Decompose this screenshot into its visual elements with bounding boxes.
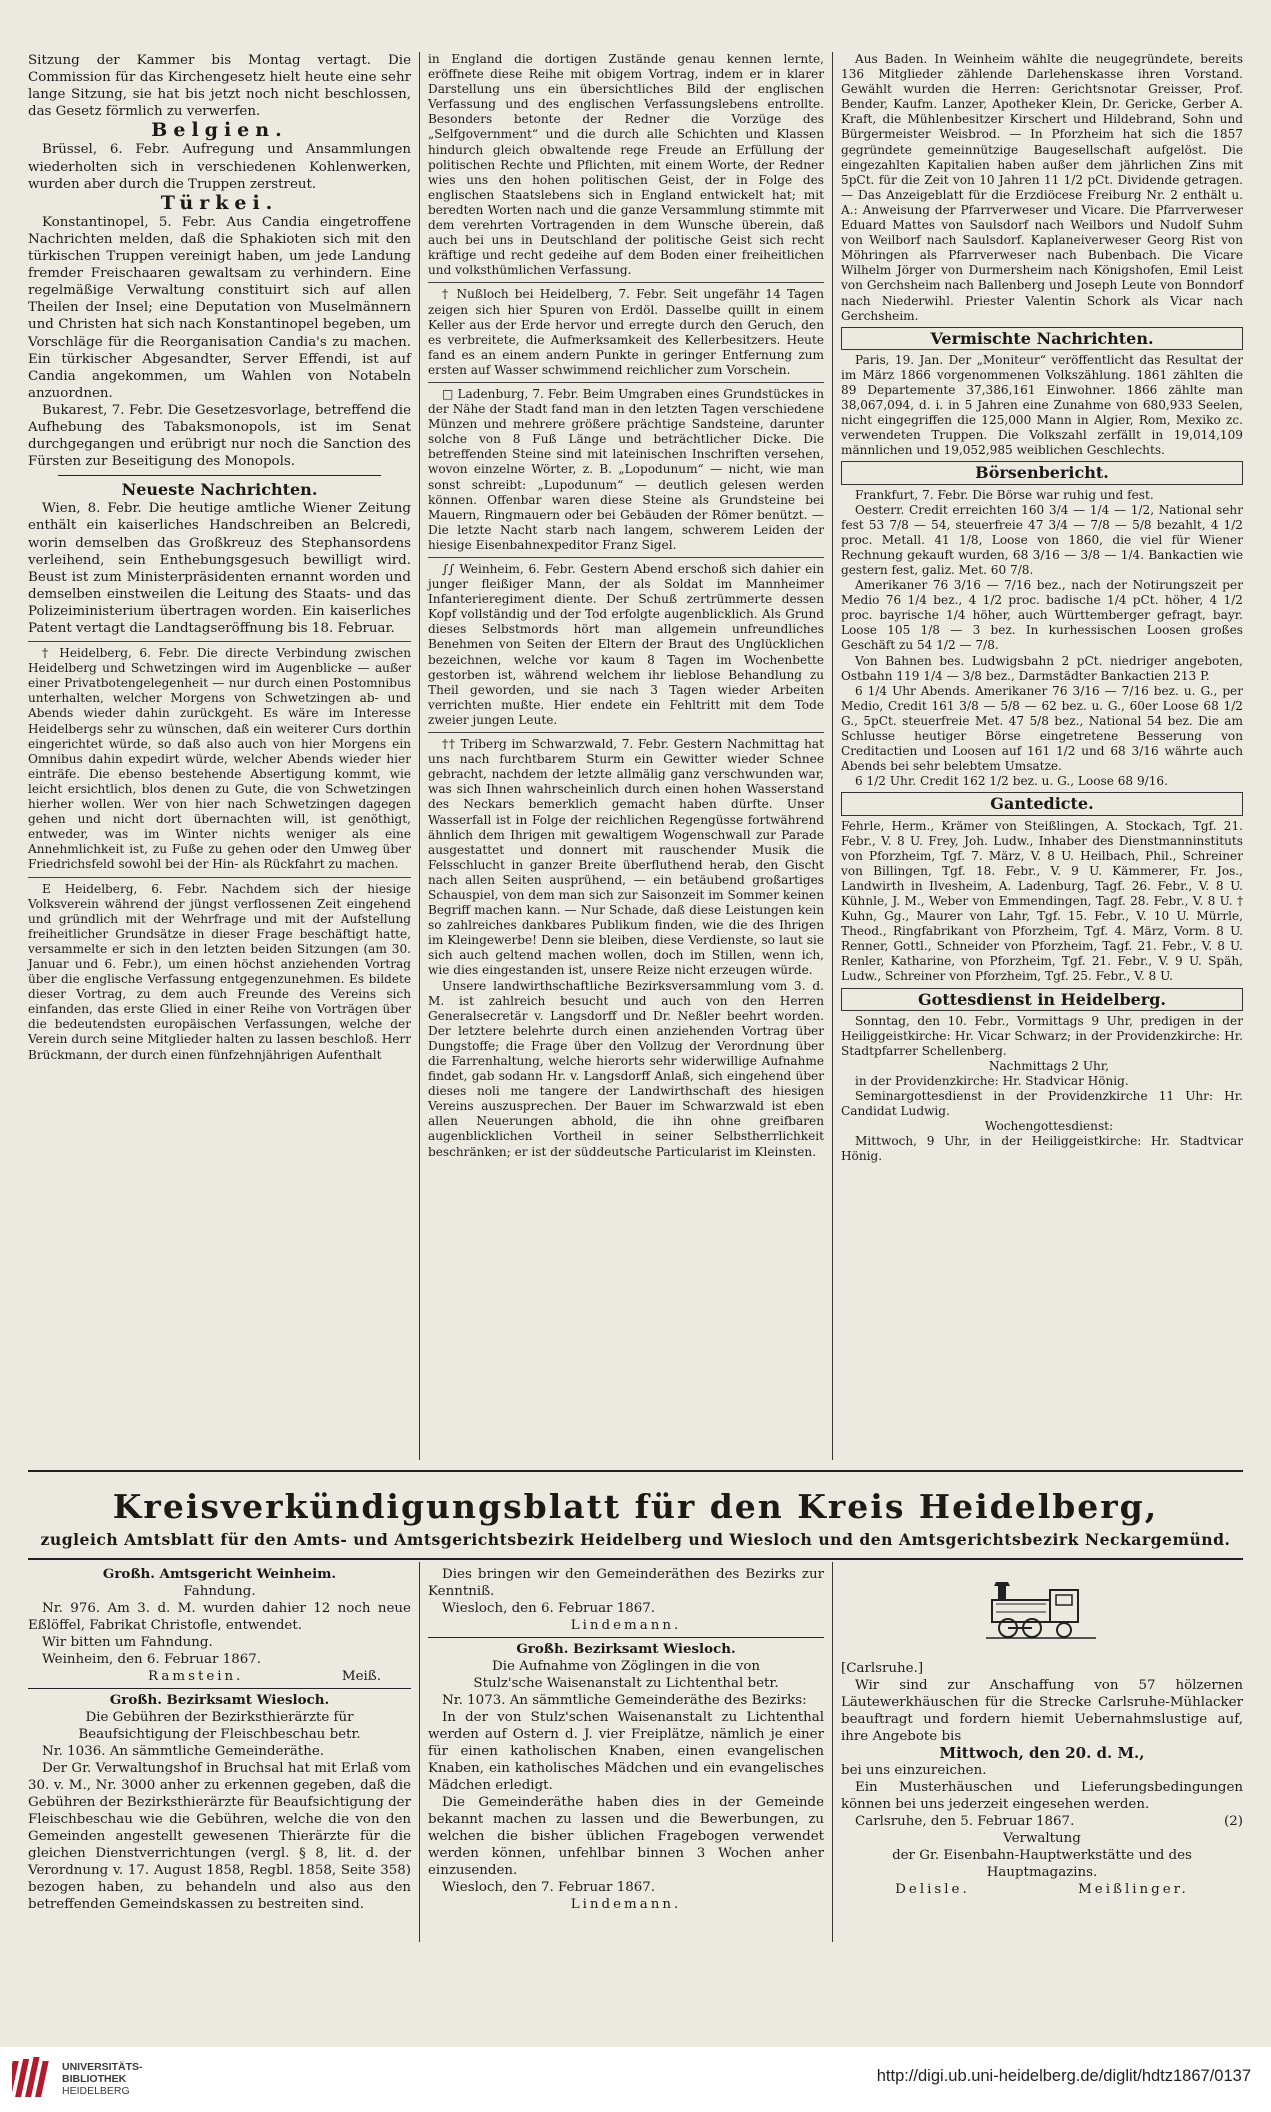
- signature: Delisle.: [895, 1882, 970, 1897]
- notice-heading: Großh. Bezirksamt Wiesloch.: [109, 1692, 330, 1708]
- signature: Meißlinger.: [1078, 1882, 1189, 1897]
- notice-text: Nr. 1036. An sämmtliche Gemeinderäthe.: [42, 1744, 325, 1759]
- section-heading: Börsenbericht.: [975, 463, 1109, 483]
- article-konstantinopel: Konstantinopel, 5. Febr. Aus Candia eingetroffene Nachrichten melden, daß die Sphakioten sich mit den türkischen Truppen vereinigt haben, um jede Landung fremder Freischaaren gewaltsam zu verhindern. Eine regelmäßige Verwaltung constituirt sich auf allen Theilen der Insel; eine Deputation von Muselmännern und Christen hat sich nach Konstantinopel begeben, um Vorschläge für die Reorganisation Candia's zu machen. Ein türkischer Abgesandter, Server Effendi, ist auf Candia angekommen, um Wahlen von Notabeln anzuordnen.: [28, 214, 411, 401]
- footer-bar: [0, 2047, 1271, 2112]
- gottesdienst-text: Sonntag, den 10. Febr., Vormittags 9 Uhr, predigen in der Heiliggeistkirche: Hr. Vicar Schwarz; in der Providenzkirche: Hr. Stadtpfarrer Schellenberg.: [841, 1013, 1243, 1058]
- article-bukarest: Bukarest, 7. Febr. Die Gesetzesvorlage, betreffend die Aufhebung des Tabaksmonopols, ist im Senat durchgegangen und erübrigt nur noch die Sanction des Fürsten zur Beseitigung des Monopols.: [28, 402, 411, 470]
- signature: Meiß.: [341, 1669, 381, 1684]
- article-bruessel: Brüssel, 6. Febr. Aufregung und Ansammlungen wiederholten sich in verschiedenen Kohlenwerken, wurden aber durch die Truppen zerstreut.: [28, 142, 411, 192]
- university-library-logo[interactable]: [12, 2055, 182, 2105]
- logo-line: HEIDELBERG: [62, 2085, 130, 2097]
- logo-text: [62, 2061, 143, 2097]
- notice-number: (2): [1224, 1814, 1243, 1829]
- divider: [428, 282, 824, 283]
- notice-text: Wir bitten um Fahndung.: [42, 1635, 213, 1650]
- signature: Ramstein.: [148, 1669, 244, 1684]
- notice-text: Ein Musterhäuschen und Lieferungsbedingungen können bei uns jederzeit eingesehen werden.: [841, 1780, 1243, 1812]
- notice-text: Carlsruhe, den 5. Februar 1867.: [855, 1814, 1075, 1829]
- notice-text: Nr. 1073. An sämmtliche Gemeinderäthe des Bezirks:: [442, 1693, 807, 1708]
- section-heading: Türkei.: [160, 191, 279, 214]
- article-heidelberg: E Heidelberg, 6. Febr. Nachdem sich der hiesige Volksverein während der jüngst verflossenen Zeit eingehend und gründlich mit der Wehrfrage und mit der Aufstellung freiheitlicher Grundsätze in dieser Frage beschäftigt hatte, versammelte er sich in den letzten beiden Sitzungen (am 30. Januar und 6. Febr.), um einen höchst anziehenden Vortrag über die englische Verfassung entgegenzunehmen. Es bildete dieser Vortrag, zu dem auch Freunde des Vereins sich einfanden, das erste Glied in einer Reihe von Vorträgen über die bedeutendsten europäischen Verfassungen, welche der Verein durch seine Mitglieder halten zu lassen beschloß. Herr Brückmann, der durch einen fünfzehnjährigen Aufenthalt: [28, 881, 411, 1062]
- locomotive-icon: [986, 1582, 1096, 1642]
- section-heading: Neueste Nachrichten.: [121, 480, 318, 500]
- notice-text: Weinheim, den 6. Februar 1867.: [42, 1652, 262, 1667]
- notice-subheading: Die Aufnahme von Zöglingen in die von Stulz'sche Waisenanstalt zu Lichtenthal betr.: [473, 1659, 779, 1691]
- article-frankfurt: Frankfurt, 7. Febr. Die Börse war ruhig und fest.: [855, 487, 1154, 502]
- divider: [28, 877, 411, 878]
- notice-text: Die Gemeinderäthe haben dies in der Gemeinde bekannt machen zu lassen und die Bewerbungen, zu welchen die bisher üblichen Fragebogen verwendet werden können, unfehlbar binnen 3 Wochen anher einzusenden.: [428, 1795, 824, 1878]
- notice-place: [Carlsruhe.]: [841, 1661, 924, 1676]
- divider: [428, 557, 824, 558]
- divider: [28, 641, 411, 642]
- notice-dateline: [841, 1813, 1243, 1830]
- notice-date: Mittwoch, den 20. d. M.,: [939, 1744, 1145, 1762]
- column-rule: [419, 52, 420, 1460]
- notice-text: Der Gr. Verwaltungshof in Bruchsal hat mit Erlaß vom 30. v. M., Nr. 3000 anher zu erkennen gegeben, daß die Gebühren der Bezirksthierärzte für Beaufsichtigung der Fleischbeschau wie die Gebühren, welche die von den Gemeinden angestellt gewesenen Thierärzte für die gleichen Dienstverrichtungen (vergl. § 8, lit. d. der Verordnung v. 17. August 1858, Regbl. 1858, Seite 358) bezogen haben, zu behandeln und also aus den betreffenden Gemeindskassen zu bestreiten sind.: [28, 1761, 411, 1912]
- divider: [58, 475, 381, 476]
- boerse-text: 6 1/4 Uhr Abends. Amerikaner 76 3/16 — 7/16 bez. u. G., per Medio, Credit 161 3/8 — 5/8 — 62 bez. u. G., 60er Loose 68 1/2 G., 5pCt. steuerfreie Met. 47 5/8 bez., National 54 bez. Die am Schlusse heutiger Börse eingetretene Besserung von Creditactien und Loosen auf 161 1/2 und 68 3/16 währte auch Abends bei sehr belebtem Umsatze.: [841, 683, 1243, 774]
- article-nussloch: † Nußloch bei Heidelberg, 7. Febr. Seit ungefähr 14 Tagen zeigen sich hier Spuren von Erdöl. Dasselbe quillt in einem Keller aus der Erde hervor und erregte durch den Geruch, den es verbreitete, die Aufmerksamkeit des Kellerbesitzers. Heute fand es an einem andern Punkte in geringer Entfernung zum ersten auf Wasser schwimmend reichlicher zum Vorschein.: [428, 287, 824, 377]
- kreisblatt-subtitle: zugleich Amtsblatt für den Amts- und Amtsgerichtsbezirk Heidelberg und Wiesloch und den Amtsgerichtsbezirk Neckargemünd.: [40, 1530, 1231, 1549]
- section-heading: Gantedicte.: [990, 794, 1094, 814]
- column-3: [841, 52, 1243, 1165]
- notice-column-1: [28, 1566, 411, 1913]
- notice-text: Verwaltung: [1003, 1831, 1081, 1846]
- logo-line: BIBLIOTHEK: [62, 2073, 127, 2085]
- notice-text: Wir sind zur Anschaffung von 57 hölzernen Läutewerkhäuschen für die Strecke Carlsruhe-Mühlacker beauftragt und fordern hiemit Uebernahmslustige auf, ihre Angebote bis: [841, 1678, 1243, 1744]
- column-rule: [832, 52, 833, 1460]
- article-weinheim: ∫∫ Weinheim, 6. Febr. Gestern Abend erschoß sich dahier ein junger fleißiger Mann, der als Soldat im Mannheimer Infanterieregiment diente. Der Schuß zertrümmerte dessen Kopf vollständig und der Tod erfolgte augenblicklich. Als Grund dieses Selbstmords hört man allgemein unfreundliches Benehmen von Seiten der Eltern der Braut des Unglücklichen bezeichnen, welche vor kaum 8 Tagen im Wochenbette gestorben ist, während welchem ihr lieblose Behandlung zu Theil geworden, und sie nach 3 Tagen wieder Arbeiten verrichten mußte. Hier endete ein Fehltritt mit dem Tode zweier jungen Leute.: [428, 562, 824, 727]
- article-baden: Aus Baden. In Weinheim wählte die neugegründete, bereits 136 Mitglieder zählende Darlehenskasse ihren Vorstand. Gewählt wurden die Herren: Gerichtsnotar Greisser, Prof. Bender, Kaufm. Lanzer, Apotheker Klein, Dr. Gericke, Gerber A. Kraft, die Mühlenbesitzer Kirschert und Hildebrand, Sohn und Bürgermeister Weisbrod. — In Pforzheim hat sich die 1857 gegründete gemeinnützige Baugesellschaft aufgelöst. Die eingezahlten Kapitalien haben außer dem jährlichen Zins mit 5pCt. für die Zeit von 10 Jahren 11 1/2 pCt. Dividende getragen. — Das Anzeigeblatt für die Erzdiöcese Freiburg Nr. 2 enthält u. A.: Anweisung der Pfarrverweser und Vicare. Die Pfarrverweser Eduard Mattes von Saulsdorf nach Weilbors und Nudolf Suhm von Weilborf nach Saulsdorf. Kaplaneiverweser Georg Rist von Möhringen als Pfarrverweser nach Bubenbach. Die Vicare Wilhelm Jörger von Durmersheim nach Königshofen, Emil Leist von Gerchsheim nach Ballenberg und Joseph Leute von Bonndorf nach Niederwihl. Priester Valentin Schork als Vicar nach Gerchsheim.: [841, 52, 1243, 323]
- notice-text: Wiesloch, den 6. Februar 1867.: [442, 1601, 656, 1616]
- divider: [428, 1637, 824, 1638]
- gottesdienst-text: Mittwoch, 9 Uhr, in der Heiliggeistkirche: Hr. Stadtvicar Hönig.: [841, 1134, 1243, 1164]
- divider: [28, 1688, 411, 1689]
- column-2: [428, 52, 824, 1160]
- gantedicte-text: Fehrle, Herm., Krämer von Steißlingen, A. Stockach, Tgf. 21. Febr., V. 8 U. Frey, Joh. Ludw., Inhaber des Dienstmanninstituts von Pforzheim, Tgf. 7. März, V. 8 U. Heilbach, Phil., Schreiner von Billingen, Tgf. 18. Febr., V. 9 U. Kämmerer, Fr. Jos., Landwirth in Ilvesheim, A. Ladenburg, Tagf. 26. Febr., V. 8 U. Kühnle, J. M., Weber von Emmendingen, Tagf. 28. Febr., V. 8 U. † Kuhn, Gg., Maurer von Lahr, Tgf. 15. Febr., V. 10 U. Mürrle, Theod., Ringfabrikant von Pforzheim, Tgf. 4. März, Vorm. 8 U. Renner, Gottl., Schneider von Pforzheim, Tagf. 21. Febr., V. 8 U. Renler, Katharine, von Pforzheim, Tgf. 21. Febr., V. 9 U. Späh, Ludw., Schreiner von Pforzheim, Tgf. 25. Febr., V. 8 U.: [841, 818, 1243, 984]
- article-heidelberg: † Heidelberg, 6. Febr. Die directe Verbindung zwischen Heidelberg und Schwetzingen wird im Augenblicke — außer einer Privatbotengelegenheit — nur durch einen Postomnibus unterhalten, welcher Morgens von Schwetzingen ab- und Abends wieder dahin zurückgeht. Es wäre im Interesse Heidelbergs sehr zu wünschen, daß ein weiterer Curs dorthin eingerichtet würde, so daß also auch von hier Morgens ein Omnibus dahin expedirt würde, welcher Abends wieder hier einträfe. Die ebenso bestehende Absertigung kommt, wie leicht ersichtlich, blos denen zu Gute, die von Schwetzingen hierher wollen. Wer von hier nach Schwetzingen dagegen gehen und nicht dort übernachten will, ist genöthigt, entweder, was im Winter nichts weniger als eine Annehmlichkeit ist, zu Fuße zu gehen oder den Umweg über Friedrichsfeld sowohl bei der Hin- als Rückfahrt zu machen.: [28, 646, 411, 872]
- article-text: in England die dortigen Zustände genau kennen lernte, eröffnete diese Reihe mit obigem Vortrag, indem er in klarer Darstellung uns ein übersichtliches Bild der englischen Verfassung und des englischen Verfassungslebens entrollte. Besonders betonte der Redner die Vorzüge des „Selfgovernment“ und die durch alle Schichten und Klassen hindurch gleich obwaltende rege Freude an Erfüllung der politischen Rechte und Pflichten, mit einem Worte, der Redner wies uns den hohen politischen Geist, der in Folge des englischen Staatslebens sich in England entwickelt hat; mit beredten Worten nach und die ganze Versammlung stimmte mit dem verehrten Vortragenden in dem Wunsche überein, daß auch bei uns in Deutschland der politische Geist sich recht kräftige und recht gedeihe auf dem Boden einer freiheitlichen und volksthümlichen Verfassung.: [428, 52, 824, 278]
- notice-text: Dies bringen wir den Gemeinderäthen des Bezirks zur Kenntniß.: [428, 1567, 824, 1599]
- article-triberg: Unsere landwirthschaftliche Bezirksversammlung vom 3. d. M. ist zahlreich besucht und auch von den Herren Generalsecretär v. Langsdorff und Dr. Neßler beehrt worden. Der letztere belehrte durch einen anziehenden Vortrag über Dungstoffe; die Frage über den Vollzug der Verordnung über die Farrenhaltung, welche hierorts sehr widerwillige Aufnahme findet, gab sodann Hr. v. Langsdorff Anlaß, sich eingehend über dieses noli me tangere der Landwirthschaft des hiesigen Vereins auszusprechen. Der Bauer im Schwarzwald ist eben allen Neuerungen abhold, die ihn ohne greifbaren augenblicklichen Vortheil in seiner Selbstherrlichkeit beschränken; er ist der süddeutsche Particularist im Kleinsten.: [428, 978, 824, 1159]
- section-heading: Gottesdienst in Heidelberg.: [917, 989, 1166, 1009]
- gottesdienst-text: in der Providenzkirche: Hr. Stadvicar Hönig.: [855, 1074, 1129, 1088]
- signature-line: [841, 1881, 1243, 1898]
- boerse-text: Von Bahnen bes. Ludwigsbahn 2 pCt. niedriger angeboten, Ostbahn 119 1/4 — 3/8 bez., Darmstädter Bankactien 213 P.: [841, 653, 1243, 683]
- boerse-text: Amerikaner 76 3/16 — 7/16 bez., nach der Notirungszeit per Medio 76 1/4 bez., 4 1/2 proc. badische 1/4 pCt. höher, 4 1/2 proc. bayrische 1/4 höher, auch Württemberger gefragt, bayr. Loose 105 1/8 — 3 bez. In kurhessischen Loosen großes Geschäft zu 54 1/2 — 7/8.: [841, 578, 1243, 653]
- heading-box: [841, 988, 1243, 1011]
- signature: Lindemann.: [570, 1618, 682, 1633]
- signature: Lindemann.: [570, 1897, 682, 1912]
- gottesdienst-text: Seminargottesdienst in der Providenzkirche 11 Uhr: Hr. Candidat Ludwig.: [841, 1089, 1243, 1119]
- notice-column-3: [841, 1660, 1243, 1898]
- notice-subheading: Fahndung.: [183, 1584, 256, 1599]
- article-wien: Wien, 8. Febr. Die heutige amtliche Wiener Zeitung enthält ein kaiserliches Handschreiben an Belcredi, worin demselben das Großkreuz des Stephansordens verleihend, sein Enthebungsgesuch bewilligt wird. Beust ist zum Ministerpräsidenten ernannt worden und demselben einstweilen die Leitung des Staats- und das Polizeiministerium übertragen worden. Ein kaiserliches Patent vertagt die Landtagseröffnung bis 18. Februar.: [28, 501, 411, 636]
- kreisblatt-title: Kreisverkündigungsblatt für den Kreis Heidelberg,: [112, 1487, 1159, 1526]
- article-triberg: †† Triberg im Schwarzwald, 7. Febr. Gestern Nachmittag hat uns nach furchtbarem Sturm ein Gewitter wieder Schnee gebracht, nachdem der letzte allmälig ganz verschwunden war, was sich Ihnen wahrscheinlich durch einen hohen Wasserstand des Neckars bemerklich gemacht haben dürfte. Unser Wasserfall ist in Folge der reichlichen Regengüsse fortwährend ähnlich dem Ihrigen mit gewaltigem Wogenschwall zur Parade ausgestattet und donnert mit rauschender Musik die Felsschlucht in ganzer Breite überfluthend herab, den Gischt nach allen Seiten ausprühend, — ein betäubend großartiges Schauspiel, von dem man sich zur Saisonzeit im Sommer keinen Begriff machen kann. — Nur Schade, daß diese Leistungen kein so zahlreiches dankbares Publikum finden, wie die des Ihrigen im Kleingewerbe! Denn sie bleiben, diese Verdienste, so laut sie sich auch geltend machen wollen, doch im Stillen, wenn ich, wie dies eingestanden ist, unsere Reize nicht erzeugen würde.: [428, 737, 824, 978]
- notice-text: bei uns einzureichen.: [841, 1763, 987, 1778]
- gottesdienst-text: Nachmittags 2 Uhr,: [988, 1058, 1110, 1073]
- signature-line: [28, 1668, 411, 1685]
- divider: [428, 382, 824, 383]
- notice-text: der Gr. Eisenbahn-Hauptwerkstätte und des Hauptmagazins.: [892, 1848, 1192, 1880]
- boerse-text: Oesterr. Credit erreichten 160 3/4 — 1/4 — 1/2, National sehr fest 53 7/8 — 54, steuerfreie 47 3/4 — 7/8 — 5/8 bezahlt, 4 1/2 proc. Metall. 41 1/8, Loose von 1860, die viel für Wiener Rechnung gekauft wurden, 68 3/16 — 3/8 — 1/4. Bankactien wie gestern fest, galiz. Met. 60 7/8.: [841, 502, 1243, 577]
- boerse-text: 6 1/2 Uhr. Credit 162 1/2 bez. u. G., Loose 68 9/16.: [855, 774, 1168, 789]
- divider: [428, 732, 824, 733]
- notice-text: Wiesloch, den 7. Februar 1867.: [442, 1880, 656, 1895]
- section-rule: [28, 1558, 1243, 1560]
- section-rule: [28, 1470, 1243, 1472]
- notice-heading: Großh. Amtsgericht Weinheim.: [102, 1566, 337, 1582]
- article-ladenburg: □ Ladenburg, 7. Febr. Beim Umgraben eines Grundstückes in der Nähe der Stadt fand man in den letzten Tagen verschiedene Münzen und mehrere größere prächtige Sandsteine, darunter solche von 8 Fuß Länge und beträchtlicher Dicke. Die betreffenden Steine sind mit lateinischen Inschriften versehen, wovon einzelne Wörter, z. B. „Lopodunum“ — nicht, wie man sonst schreibt: „Lupodunum“ — deutlich gelesen werden können. Offenbar waren diese Steine als Grundsteine bei Mauern, Ringmauern oder bei Gebäuden der Römer benützt. — Die letzte Nacht starb nach langem, schwerem Leiden der hiesige Eisenbahnexpeditor Franz Sigel.: [428, 386, 824, 552]
- notice-subheading: Die Gebühren der Bezirksthierärzte für Beaufsichtigung der Fleischbeschau betr.: [78, 1710, 361, 1742]
- notice-text: Nr. 976. Am 3. d. M. wurden dahier 12 noch neue Eßlöffel, Fabrikat Christofle, entwendet.: [28, 1601, 411, 1633]
- gottesdienst-text: Wochengottesdienst:: [984, 1119, 1114, 1134]
- article-paris: Paris, 19. Jan. Der „Moniteur“ veröffentlicht das Resultat der im März 1866 vorgenommenen Volkszählung. 1861 zählten die 89 Departemente 37,386,161 Einwohner. 1866 zählte man 38,067,094, d. i. in 5 Jahren eine Zunahme von 680,933 Seelen, nicht eingegriffen die 125,000 Mann in Algier, Rom, Mexiko zc. verwendeten Truppen. Die Volkszahl zerfällt in 19,014,109 männlichen und 19,052,985 weiblichen Geschlechts.: [841, 352, 1243, 458]
- column-rule: [832, 1562, 833, 1942]
- logo-line: UNIVERSITÄTS-: [62, 2061, 143, 2073]
- article-text: Sitzung der Kammer bis Montag vertagt. Die Commission für das Kirchengesetz hielt heute eine sehr lange Sitzung, sie hat bis jetzt noch nicht beschlossen, das Gesetz förmlich zu verwerfen.: [28, 53, 411, 120]
- column-rule: [419, 1562, 420, 1942]
- section-heading: Belgien.: [151, 119, 288, 142]
- source-url-link[interactable]: http://digi.ub.uni-heidelberg.de/diglit/hdtz1867/0137: [876, 2067, 1251, 2085]
- notice-text: In der von Stulz'schen Waisenanstalt zu Lichtenthal werden auf Ostern d. J. vier Freiplätze, nämlich je einer für einen katholischen Knaben, einen evangelischen Knaben, ein katholisches Mädchen und ein evangelisches Mädchen erledigt.: [428, 1710, 824, 1793]
- notice-heading: Großh. Bezirksamt Wiesloch.: [516, 1641, 736, 1657]
- column-1: [28, 52, 411, 1063]
- section-heading: Vermischte Nachrichten.: [930, 328, 1154, 348]
- heading-box: [841, 792, 1243, 815]
- library-logo-icon: [12, 2055, 54, 2103]
- notice-column-2: [428, 1566, 824, 1913]
- heading-box: [841, 461, 1243, 484]
- heading-box: [841, 327, 1243, 350]
